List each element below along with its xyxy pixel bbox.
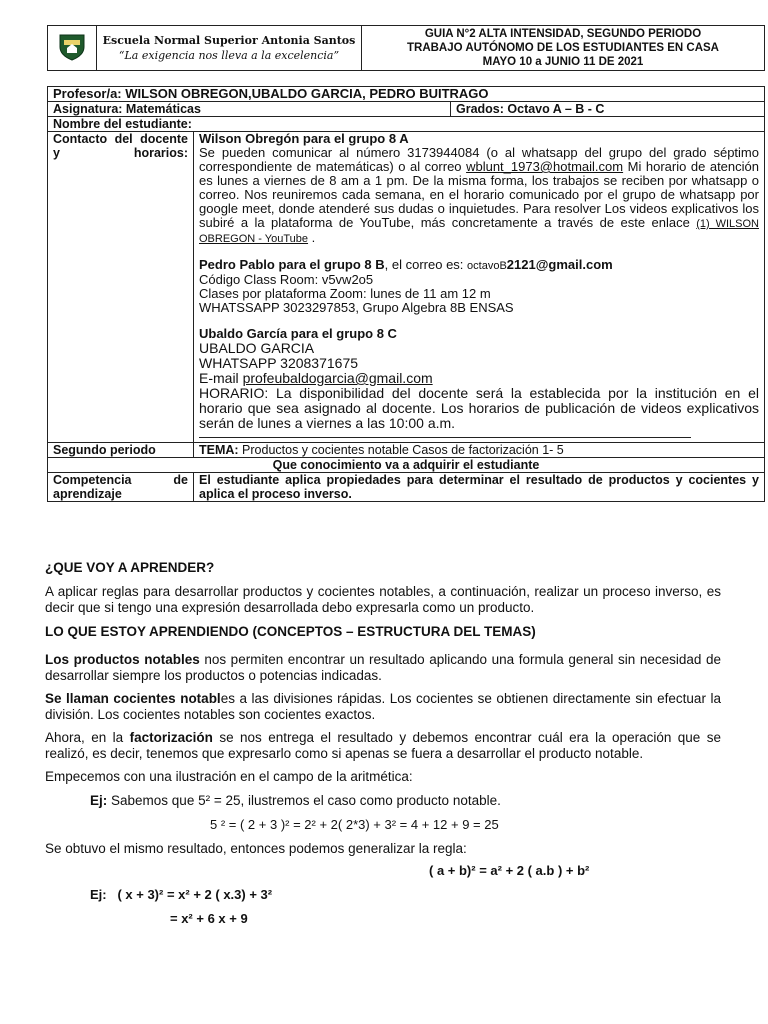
tema-label: TEMA: xyxy=(199,443,239,457)
knowledge-header: Que conocimiento va a adquirir el estudiante xyxy=(48,458,765,473)
competence-text: El estudiante aplica propiedades para determinar el resultado de productos y cocientes y aplica el proceso inverso. xyxy=(194,473,765,502)
factorization-a: Ahora, en la xyxy=(45,730,130,745)
ubaldo-email-line xyxy=(199,371,759,386)
youtube-link[interactable]: (1) WILSON OBREGON - YouTube xyxy=(199,218,759,245)
quotients-text: es a las divisiones rápidas. Los cocientes se obtienen directamente sin efectuar la división. Los cocientes notables son cocientes exactos. xyxy=(45,691,721,722)
section-heading-2: LO QUE ESTOY APRENDIENDO (CONCEPTOS – ESTRUCTURA DEL TEMAS) xyxy=(45,624,536,639)
pedro-zoom: Clases por plataforma Zoom: lunes de 11 am 12 m xyxy=(199,286,491,301)
contact-info xyxy=(194,132,765,443)
ubaldo-whatsapp: WHATSAPP 3208371675 xyxy=(199,355,359,371)
paragraph-generalize: Se obtuvo el mismo resultado, entonces podemos generalizar la regla: xyxy=(45,841,467,856)
pedro-title: Pedro Pablo para el grupo 8 B xyxy=(199,257,385,272)
section-heading-1: ¿QUE VOY A APRENDER? xyxy=(45,560,215,575)
paragraph-1: A aplicar reglas para desarrollar productos y cocientes notables, a continuación, realizar un proceso inverso, es decir que si tengo una expresión desarrollada debo expresarla como un producto. xyxy=(45,584,721,615)
info-table xyxy=(47,86,765,502)
school-crest-icon xyxy=(57,31,87,61)
wilson-paragraph xyxy=(199,146,759,246)
guide-title: GUIA N°2 ALTA INTENSIDAD, SEGUNDO PERIODO xyxy=(424,28,702,40)
lesson-content xyxy=(45,560,721,927)
factorization-term: factorización xyxy=(129,730,213,745)
wilson-email-link[interactable]: wblunt_1973@hotmail.com xyxy=(466,159,624,174)
paragraph-products xyxy=(45,652,721,684)
tema-cell xyxy=(194,443,765,458)
tema-text: Productos y cocientes notable Casos de factorización 1- 5 xyxy=(238,443,564,457)
pedro-email-b: 2121@gmail.com xyxy=(506,257,613,272)
general-rule: ( a + b)² = a² + 2 ( a.b ) + b² xyxy=(429,863,590,878)
teacher-row: Profesor/a: WILSON OBREGON,UBALDO GARCIA, PEDRO BUITRAGO xyxy=(48,87,765,102)
pedro-email-prefix: , el correo es: xyxy=(384,257,464,272)
example-2-line-2: = x² + 6 x + 9 xyxy=(170,911,248,926)
guide-subtitle: TRABAJO AUTÓNOMO DE LOS ESTUDIANTES EN CASA xyxy=(406,42,719,54)
ubaldo-email-link[interactable]: profeubaldogarcia@gmail.com xyxy=(242,370,433,386)
logo-cell xyxy=(48,26,97,71)
wilson-title: Wilson Obregón para el grupo 8 A xyxy=(199,131,409,146)
ubaldo-name: UBALDO GARCIA xyxy=(199,340,315,356)
wilson-text: Se pueden comunicar al número 3173944084 (o al whatsapp del grupo del grado séptimo correspondiente de matemáticas) o al correo xyxy=(199,145,759,174)
factorization-b: se nos entrega el resultado y debemos encontrar cuál era la operación que se realizó, es decir, tenemos que expresarlo como si apenas se fuera a desarrollar el producto notable. xyxy=(45,730,721,761)
pedro-classroom: Código Class Room: v5vw2o5 xyxy=(199,272,374,287)
wilson-text-2: Mi horario de atención es lunes a viernes de 8 am a 1 pm. De la misma forma, los trabajos se reciben por whatsapp o correo. Nos reuniremos cada semana, en el horario comunicado por el grupo de whatsapp por google meet, donde atenderé sus dudas o inquietudes. Para resolver Los videos explicativos los subiré a la plataforma de YouTube, más concretamente a través de este enlace xyxy=(199,159,759,230)
ubaldo-schedule: HORARIO: La disponibilidad del docente será la establecida por la institución en el horario que sea asignado al docente. Los horarios de publicación de videos explicativos serán de lunes a viernes a las 10:00 a.m. xyxy=(199,385,759,431)
quotients-term: Se llaman cocientes notabl xyxy=(45,691,221,706)
header-table xyxy=(47,25,765,71)
products-text: nos permiten encontrar un resultado aplicando una formula general sin necesidad de desarrollar siempre los productos o potencias indicadas. xyxy=(45,652,721,683)
period-label: Segundo periodo xyxy=(48,443,194,458)
example-2-label: Ej: xyxy=(90,887,107,902)
grades-cell: Grados: Octavo A – B - C xyxy=(451,102,765,117)
subject-cell: Asignatura: Matemáticas xyxy=(48,102,451,117)
example-1-text: Sabemos que 5² = 25, ilustremos el caso como producto notable. xyxy=(107,793,501,808)
school-motto: “La exigencia nos lleva a la excelencia” xyxy=(118,49,340,62)
paragraph-factorization xyxy=(45,730,721,762)
paragraph-quotients xyxy=(45,691,721,723)
guide-cell xyxy=(362,26,765,71)
wilson-end: . xyxy=(308,230,316,245)
school-name: Escuela Normal Superior Antonia Santos xyxy=(102,34,356,47)
example-2 xyxy=(45,887,721,903)
example-1-label: Ej: xyxy=(90,793,108,808)
example-1 xyxy=(45,793,721,809)
example-2-line-1: ( x + 3)² = x² + 2 ( x.3) + 3² xyxy=(117,887,273,902)
equation-1: 5 ² = ( 2 + 3 )² = 2² + 2( 2*3) + 3² = 4 + 12 + 9 = 25 xyxy=(210,817,499,832)
pedro-whatsapp: WHATSSAPP 3023297853, Grupo Algebra 8B ENSAS xyxy=(199,300,514,315)
pedro-email-a: octavoB xyxy=(467,260,507,272)
competence-label: Competencia de aprendizaje xyxy=(48,473,194,502)
guide-dates: MAYO 10 a JUNIO 11 DE 2021 xyxy=(482,56,644,68)
student-name-row: Nombre del estudiante: xyxy=(48,117,765,132)
ubaldo-title: Ubaldo García para el grupo 8 C xyxy=(199,326,397,341)
products-term: Los productos notables xyxy=(45,652,200,667)
school-cell xyxy=(97,26,362,71)
paragraph-illustration: Empecemos con una ilustración en el campo de la aritmética: xyxy=(45,769,413,784)
ubaldo-email-label: E-mail xyxy=(199,370,243,386)
contact-label: Contacto del docente y horarios: xyxy=(48,132,194,443)
pedro-title-line xyxy=(199,258,759,273)
signature-line xyxy=(199,437,691,438)
